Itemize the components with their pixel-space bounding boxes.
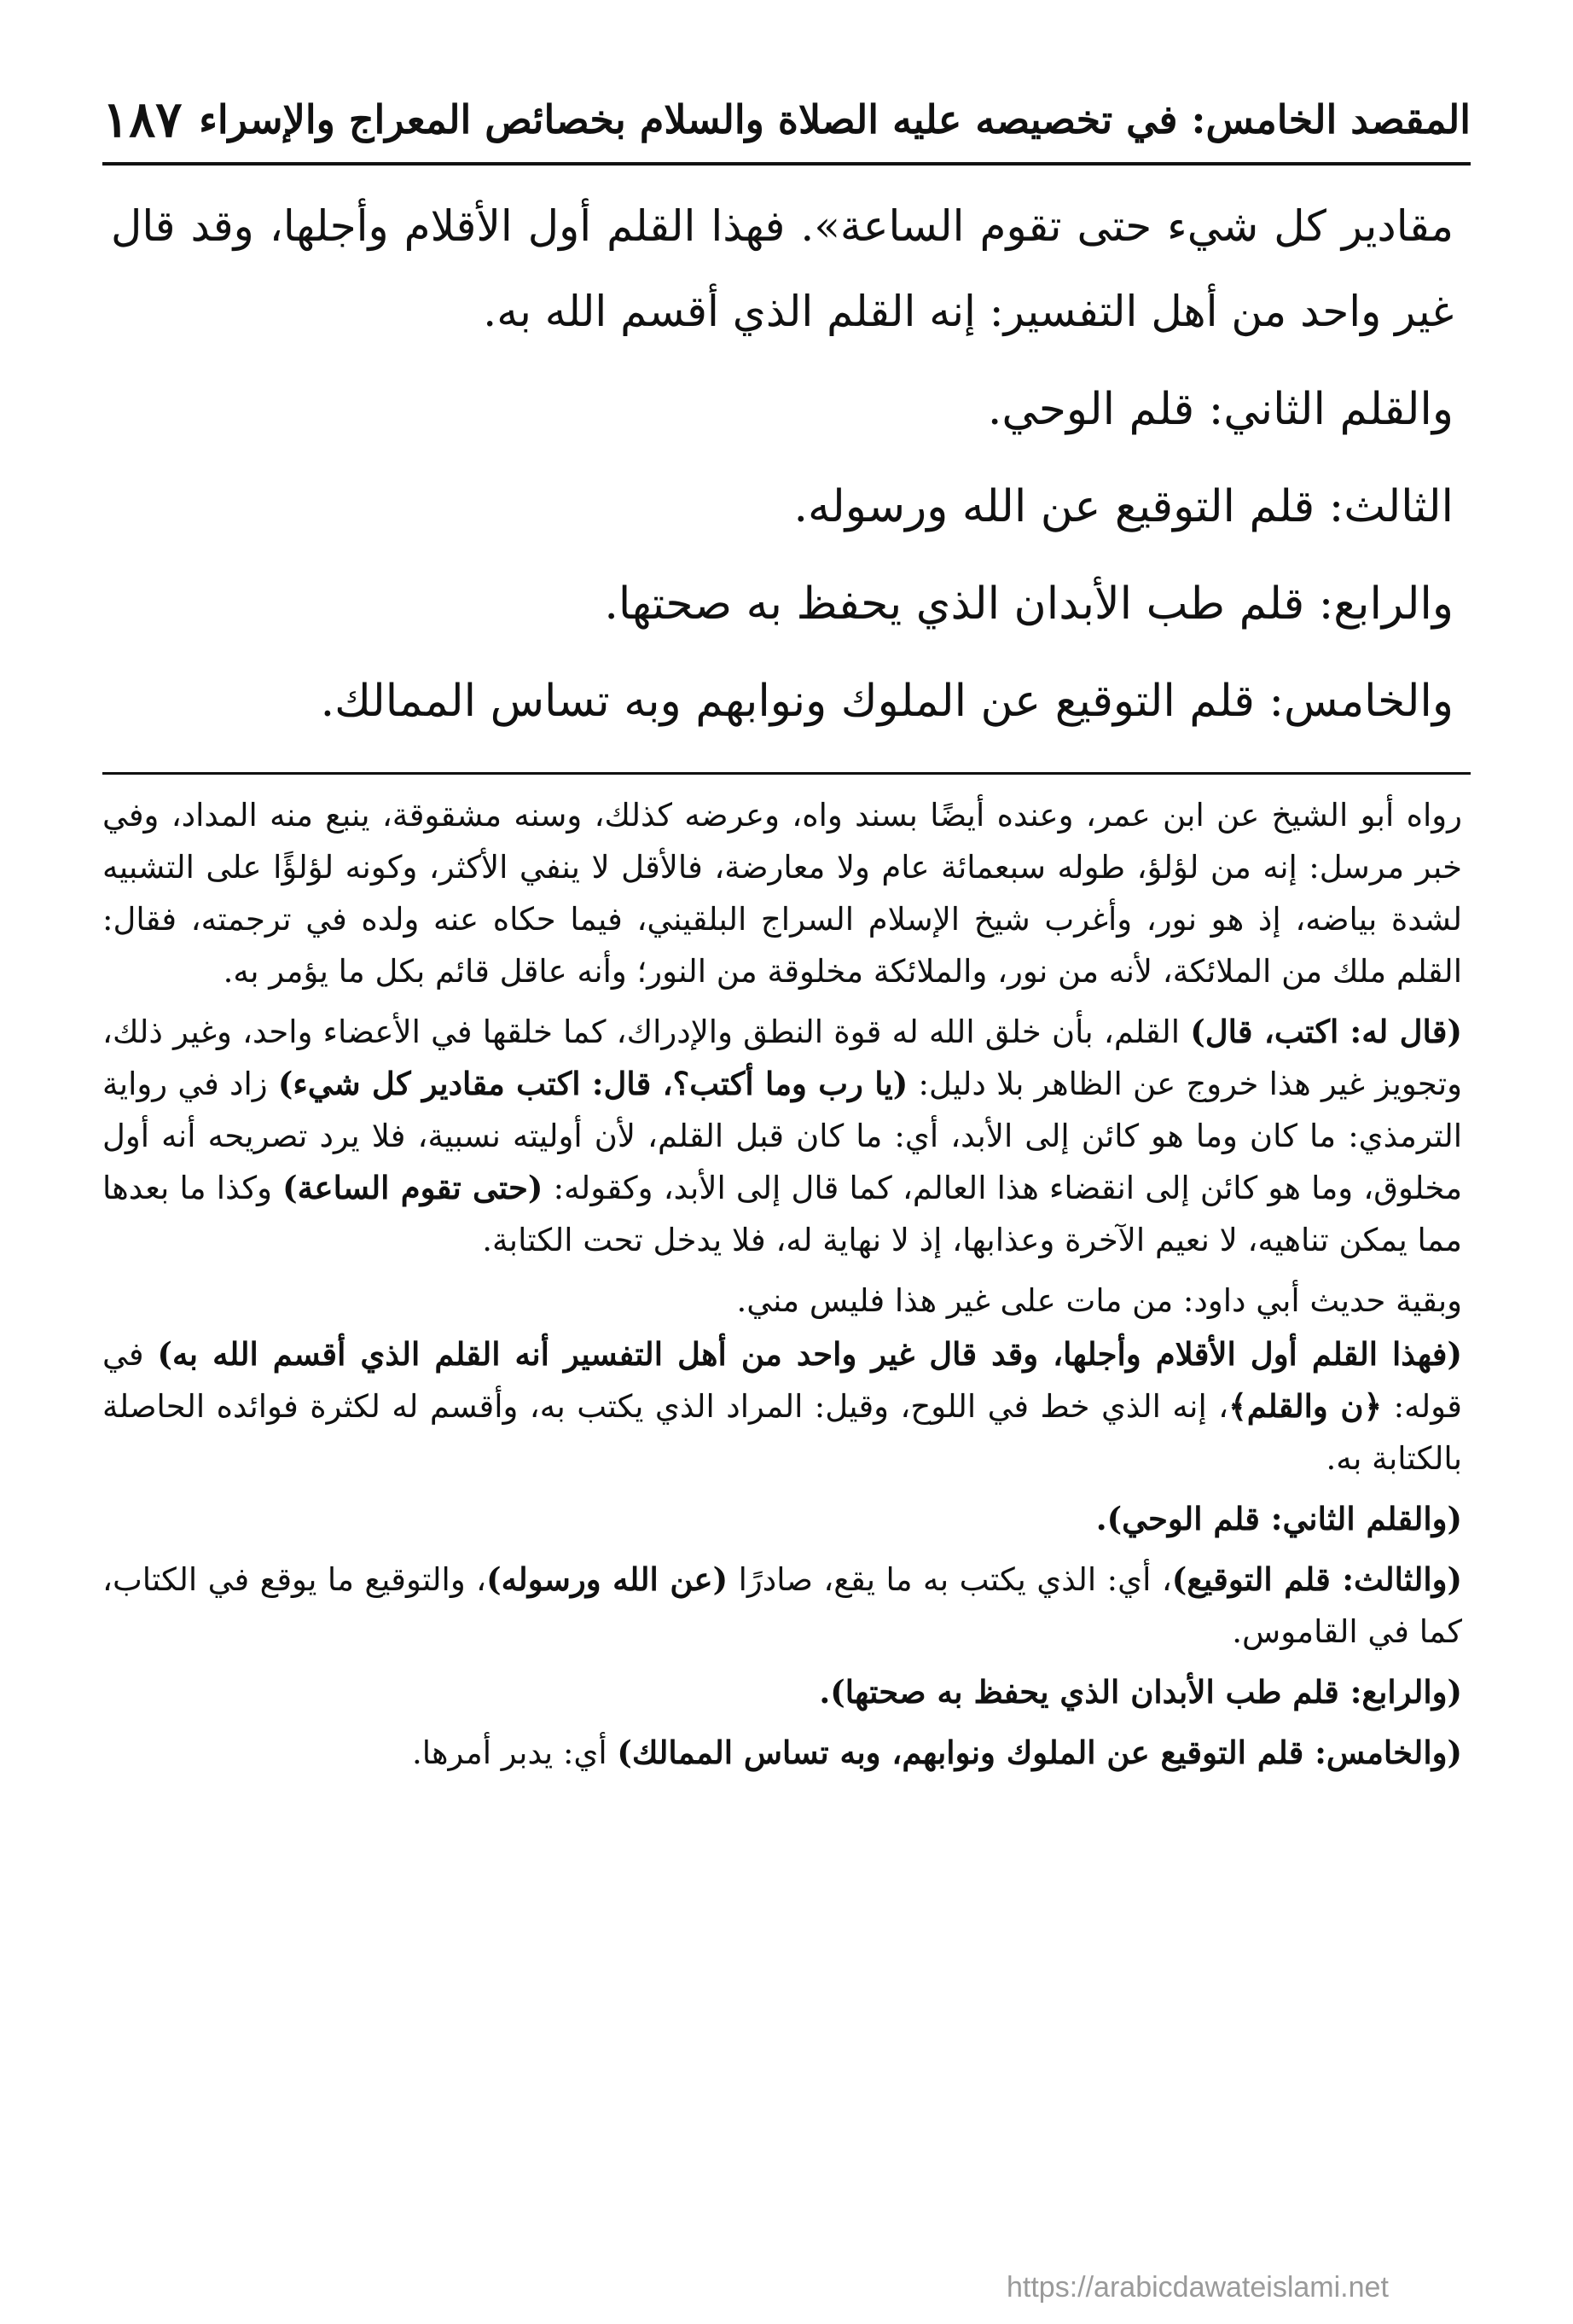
commentary-text: زاد في رواية الترمذي: ما كان وما هو كائن إلى الأبد، أي: ما كان قبل القلم، لأن أوليته نسبية، فلا يرد تصريحه أنه أول مخلوق، وما هو كائن إلى انقضاء هذا العالم، كما قال إلى الأبد، وكقوله: xyxy=(102,1066,1463,1206)
header-rule xyxy=(102,162,1471,166)
commentary-paragraph: رواه أبو الشيخ عن ابن عمر، وعنده أيضًا بسند واه، وعرضه كذلك، وسنه مشقوقة، ينبع منه المداد، وفي خبر مرسل: إنه من لؤلؤ، طوله سبعمائة عام ولا معارضة، فالأقل لا ينفي الأكثر، وكونه لؤلؤًا على التشبيه لشدة بياضه، إذ هو نور، وأغرب شيخ الإسلام السراج البلقيني، فيما حكاه عنه ولده في ترجمته، فقال: القلم ملك من الملائكة، لأنه من نور، والملائكة مخلوقة من النور؛ وأنه عاقل قائم بكل ما يؤمر به. xyxy=(102,797,1462,990)
page-number: ١٨٧ xyxy=(102,90,183,148)
quoted-matn: (والرابع: قلم طب الأبدان الذي يحفظ به صحتها). xyxy=(819,1673,1462,1711)
commentary-paragraph xyxy=(102,1328,1462,1484)
main-text xyxy=(111,183,1454,750)
commentary-text: وكذا ما بعدها مما يمكن تناهيه، لا نعيم الآخرة وعذابها، إذ لا نهاية له، فلا يدخل تحت الكتابة. xyxy=(102,1170,1462,1258)
main-line-second-pen: والقلم الثاني: قلم الوحي. xyxy=(987,384,1454,435)
commentary-divider xyxy=(102,772,1471,775)
running-title: المقصد الخامس: في تخصيصه عليه الصلاة والسلام بخصائص المعراج والإسراء xyxy=(199,96,1471,142)
commentary-paragraph: وبقية حديث أبي داود: من مات على غير هذا فليس مني. xyxy=(736,1282,1462,1319)
quoted-matn: (حتى تقوم الساعة) xyxy=(282,1169,543,1206)
quoted-matn: (والخامس: قلم التوقيع عن الملوك ونوابهم، وبه تساس الممالك) xyxy=(617,1734,1462,1771)
commentary-text: ، والتوقيع ما يوقع في الكتاب، كما في القاموس. xyxy=(102,1561,1462,1650)
quoted-matn: (قال له: اكتب، قال) xyxy=(1190,1013,1462,1050)
commentary-text: القلم، بأن خلق الله له قوة النطق والإدراك، كما خلقها في الأعضاء واحد، وغير ذلك، وتجويز غير هذا خروج عن الظاهر بلا دليل: xyxy=(102,1014,1462,1102)
quoted-matn: (عن الله ورسوله) xyxy=(486,1560,728,1598)
quoted-matn: (فهذا القلم أول الأقلام وأجلها، وقد قال غير واحد من أهل التفسير أنه القلم الذي أقسم الله به) xyxy=(157,1335,1462,1373)
quoted-matn: (يا رب وما أكتب؟، قال: اكتب مقادير كل شيء) xyxy=(277,1065,908,1102)
main-line-fourth-pen: والرابع: قلم طب الأبدان الذي يحفظ به صحتها. xyxy=(604,578,1454,630)
main-line-third-pen: الثالث: قلم التوقيع عن الله ورسوله. xyxy=(793,481,1454,532)
commentary-text: ، أي: الذي يكتب به ما يقع، صادرًا xyxy=(728,1561,1172,1598)
commentary-paragraph xyxy=(102,1727,1462,1779)
commentary xyxy=(102,789,1462,1787)
main-line-fifth-pen: والخامس: قلم التوقيع عن الملوك ونوابهم وبه تساس الممالك. xyxy=(320,676,1454,727)
quranic-quote: ﴿ن والقلم﴾ xyxy=(1228,1387,1383,1425)
page-header xyxy=(102,85,1471,154)
commentary-text: أي: يدبر أمرها. xyxy=(411,1734,618,1771)
watermark-url: https://arabicdawateislami.net xyxy=(1007,2271,1389,2304)
commentary-paragraph xyxy=(102,1006,1462,1266)
quoted-matn: (والثالث: قلم التوقيع) xyxy=(1171,1560,1463,1598)
main-paragraph: مقادير كل شيء حتى تقوم الساعة». فهذا القلم أول الأقلام وأجلها، وقد قال غير واحد من أهل التفسير: إنه القلم الذي أقسم الله به. xyxy=(111,201,1454,336)
commentary-text: ، إنه الذي خط في اللوح، وقيل: المراد الذي يكتب به، وأقسم له لكثرة فوائده الحاصلة بالكتابة به. xyxy=(102,1388,1462,1477)
commentary-text: في قوله: xyxy=(102,1336,1462,1425)
quoted-matn: (والقلم الثاني: قلم الوحي). xyxy=(1095,1500,1462,1537)
commentary-paragraph xyxy=(102,1554,1462,1658)
